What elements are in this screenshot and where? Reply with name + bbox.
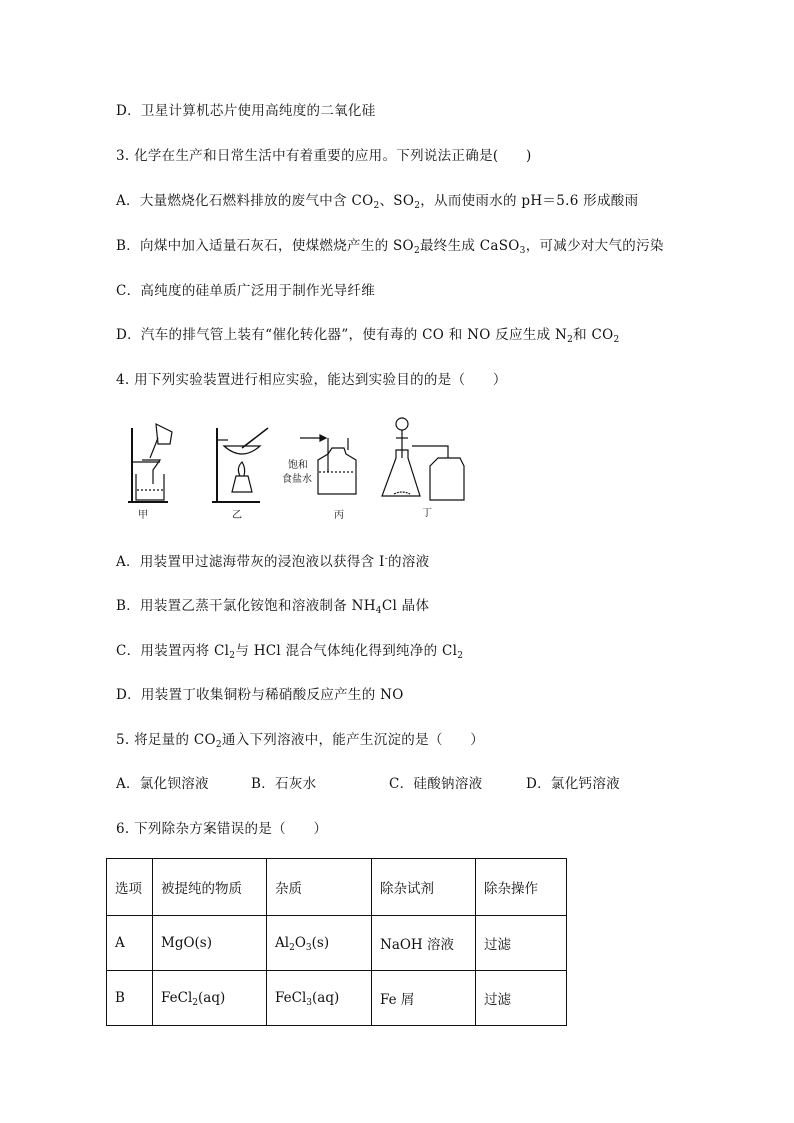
q4-option-c: C．用装置丙将 $Cl_2$与 HCl 混合气体纯化得到纯净的 $Cl_2$ <box>116 643 464 661</box>
table-row <box>107 916 567 971</box>
q3-option-a: A．大量燃烧化石燃料排放的废气中含 $CO_2$、$SO_2$，从而使雨水的 pH＝5.6 形成酸雨 <box>116 193 639 211</box>
cell-substance: FeCl$_2$(aq) <box>153 971 267 1026</box>
cell-impurity: $Al_2O_3(s)$ <box>267 916 372 971</box>
table-header-row <box>107 859 567 916</box>
q3-option-d: D．汽车的排气管上装有“催化转化器”，使有毒的 CO 和 NO 反应生成 $N_2$和 $CO_2$ <box>116 327 620 345</box>
apparatus-jia <box>128 424 172 521</box>
cell-substance: MgO(s) <box>153 916 267 971</box>
table-row <box>107 971 567 1026</box>
q4-stem: 4. 用下列实验装置进行相应实验，能达到实验目的的是（ ） <box>116 372 507 388</box>
apparatus-ding <box>382 418 464 519</box>
header-substance: 被提纯的物质 <box>153 859 267 916</box>
cell-operation: 过滤 <box>476 916 567 971</box>
q5-options <box>116 775 676 793</box>
cell-option: A <box>107 916 153 971</box>
bottle-label-line1: 饱和 <box>288 460 308 471</box>
header-impurity: 杂质 <box>267 859 372 916</box>
header-operation: 除杂操作 <box>476 859 567 916</box>
bottle-label-line2: 食盐水 <box>282 474 312 485</box>
cell-option: B <box>107 971 153 1026</box>
q3-option-c: C．高纯度的硅单质广泛用于制作光导纤维 <box>116 283 376 299</box>
q4-option-b: B．用装置乙蒸干氯化铵饱和溶液制备 $NH_4Cl$ 晶体 <box>116 598 430 616</box>
q6-table <box>106 858 567 1026</box>
apparatus-yi <box>212 428 268 521</box>
q5-option-c: C．硅酸钠溶液 <box>389 776 483 792</box>
apparatus-label-bing: 丙 <box>334 510 344 521</box>
q3-option-b: B．向煤中加入适量石灰石，使煤燃烧产生的 $SO_2$最终生成 CaSO$_3$，可减少对大气的污染 <box>116 238 664 256</box>
q6-stem: 6. 下列除杂方案错误的是（ ） <box>116 821 328 837</box>
apparatus-label-jia: 甲 <box>138 510 148 521</box>
apparatus-label-ding: 丁 <box>422 508 432 519</box>
cell-reagent: NaOH 溶液 <box>372 916 476 971</box>
q2-option-d: D．卫星计算机芯片使用高纯度的二氧化硅 <box>116 103 376 119</box>
cell-impurity: FeCl$_3$(aq) <box>267 971 372 1026</box>
header-reagent: 除杂试剂 <box>372 859 476 916</box>
q4-option-d: D．用装置丁收集铜粉与稀硝酸反应产生的 NO <box>116 687 404 703</box>
q5-stem: 5. 将足量的 $CO_2$通入下列溶液中，能产生沉淀的是（ ） <box>116 732 485 750</box>
q4-option-a: A．用装置甲过滤海带灰的浸泡液以获得含 I-的溶液 <box>116 554 430 570</box>
apparatus-bing <box>282 435 356 521</box>
header-option: 选项 <box>107 859 153 916</box>
q3-stem: 3. 化学在生产和日常生活中有着重要的应用。下列说法正确是( ) <box>116 148 532 164</box>
apparatus-label-yi: 乙 <box>232 510 242 521</box>
cell-operation: 过滤 <box>476 971 567 1026</box>
q5-option-a: A．氯化钡溶液 <box>116 776 209 792</box>
cell-reagent: Fe 屑 <box>372 971 476 1026</box>
q5-option-b: B．石灰水 <box>251 776 317 792</box>
q5-option-d: D．氯化钙溶液 <box>526 776 620 792</box>
apparatus-figure <box>120 410 490 525</box>
